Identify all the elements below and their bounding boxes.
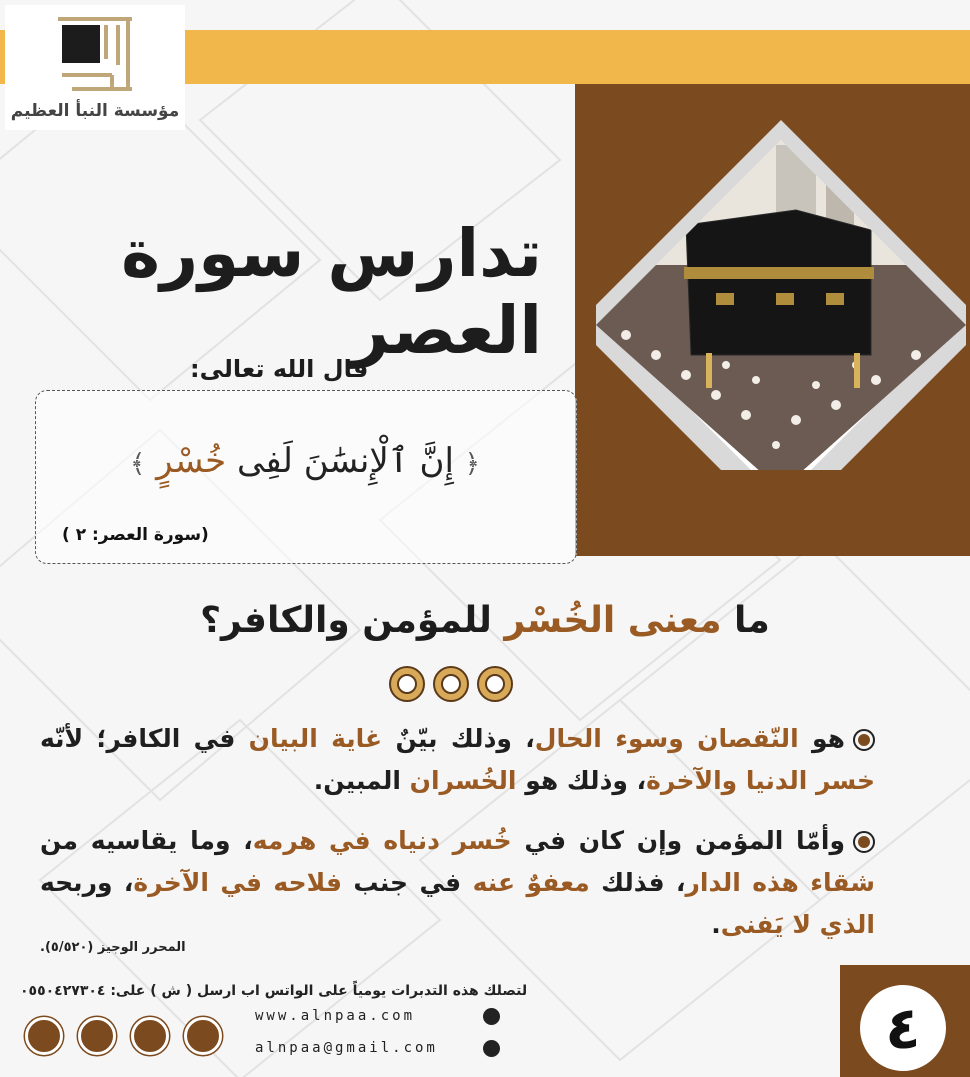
point-fragment: الذي لا يَفنى [720, 910, 875, 939]
twitter-icon[interactable] [184, 1017, 222, 1055]
whatsapp-icon[interactable] [78, 1017, 116, 1055]
kaaba-image [596, 100, 966, 470]
point-fragment: الخُسران [409, 766, 517, 795]
page-number: ٤ [857, 982, 949, 1074]
point-2 [40, 820, 875, 946]
page-title: تدارس سورة العصر [121, 215, 542, 369]
verse-close-bracket: ﴾ [130, 449, 146, 479]
at-sign-icon [483, 1040, 500, 1057]
point-fragment: شقاء هذه الدار [685, 868, 875, 897]
verse-highlight: خُسْرٍ [156, 441, 227, 481]
point-fragment: ، وذلك هو [516, 766, 647, 795]
bullet-icon [853, 831, 875, 853]
point-fragment: ، وذلك بيّنٌ [382, 724, 535, 753]
point-fragment: في جنب [341, 868, 473, 897]
point-fragment: معفوٌ عنه [472, 868, 590, 897]
point-2-text [40, 826, 875, 939]
globe-icon [483, 1008, 500, 1025]
bullet-icon [853, 729, 875, 751]
logo-mark-icon [52, 9, 138, 95]
question-highlight: معنى الخُسْر [504, 600, 722, 641]
point-fragment: خُسر دنياه في هرمه [252, 826, 512, 855]
email-link[interactable]: alnpaa@gmail.com [255, 1040, 438, 1056]
verse-open-bracket: ﴿ [464, 449, 480, 479]
verse-reference: (سورة العصر: ٢ ) [62, 525, 209, 545]
rosette-ornament-icon [385, 664, 517, 704]
question-part1: ما [734, 600, 770, 641]
verse-text [35, 440, 575, 481]
point-fragment: خسر الدنيا والآخرة [646, 766, 875, 795]
verse-intro: قال الله تعالى: [190, 355, 369, 383]
source-citation: المحرر الوجيز (٥/٥٢٠). [40, 940, 186, 955]
brand-logo [5, 5, 185, 130]
point-fragment: في الكافر؛ لأنّه [40, 724, 249, 753]
point-fragment: ، وما يقاسيه من [40, 826, 253, 855]
point-1 [40, 718, 875, 802]
point-fragment: هو [798, 724, 845, 753]
point-1-text [40, 724, 875, 795]
point-fragment: . [711, 910, 721, 939]
point-fragment: وأمّا المؤمن وإن كان في [511, 826, 845, 855]
point-fragment: فلاحه في الآخرة [133, 868, 342, 897]
point-fragment: ، وربحه [40, 868, 134, 897]
point-fragment: غاية البيان [248, 724, 383, 753]
website-link[interactable]: www.alnpaa.com [255, 1008, 416, 1024]
question-heading [0, 600, 970, 641]
facebook-icon[interactable] [25, 1017, 63, 1055]
brand-name: مؤسسة النبأ العظيم [10, 101, 180, 121]
point-fragment: النّقصان وسوء الحال [534, 724, 799, 753]
point-fragment: المبين. [313, 766, 410, 795]
question-part2: للمؤمن والكافر؟ [200, 600, 492, 641]
point-fragment: ، فذلك [589, 868, 686, 897]
contact-line: لتصلك هذه التدبرات يومياً على الواتس اب ارسل ( ش ) على: ٠٥٥٠٤٢٧٣٠٤ [20, 983, 528, 999]
instagram-icon[interactable] [131, 1017, 169, 1055]
verse-before: إِنَّ ٱلْإِنسَٰنَ لَفِى [237, 441, 454, 481]
